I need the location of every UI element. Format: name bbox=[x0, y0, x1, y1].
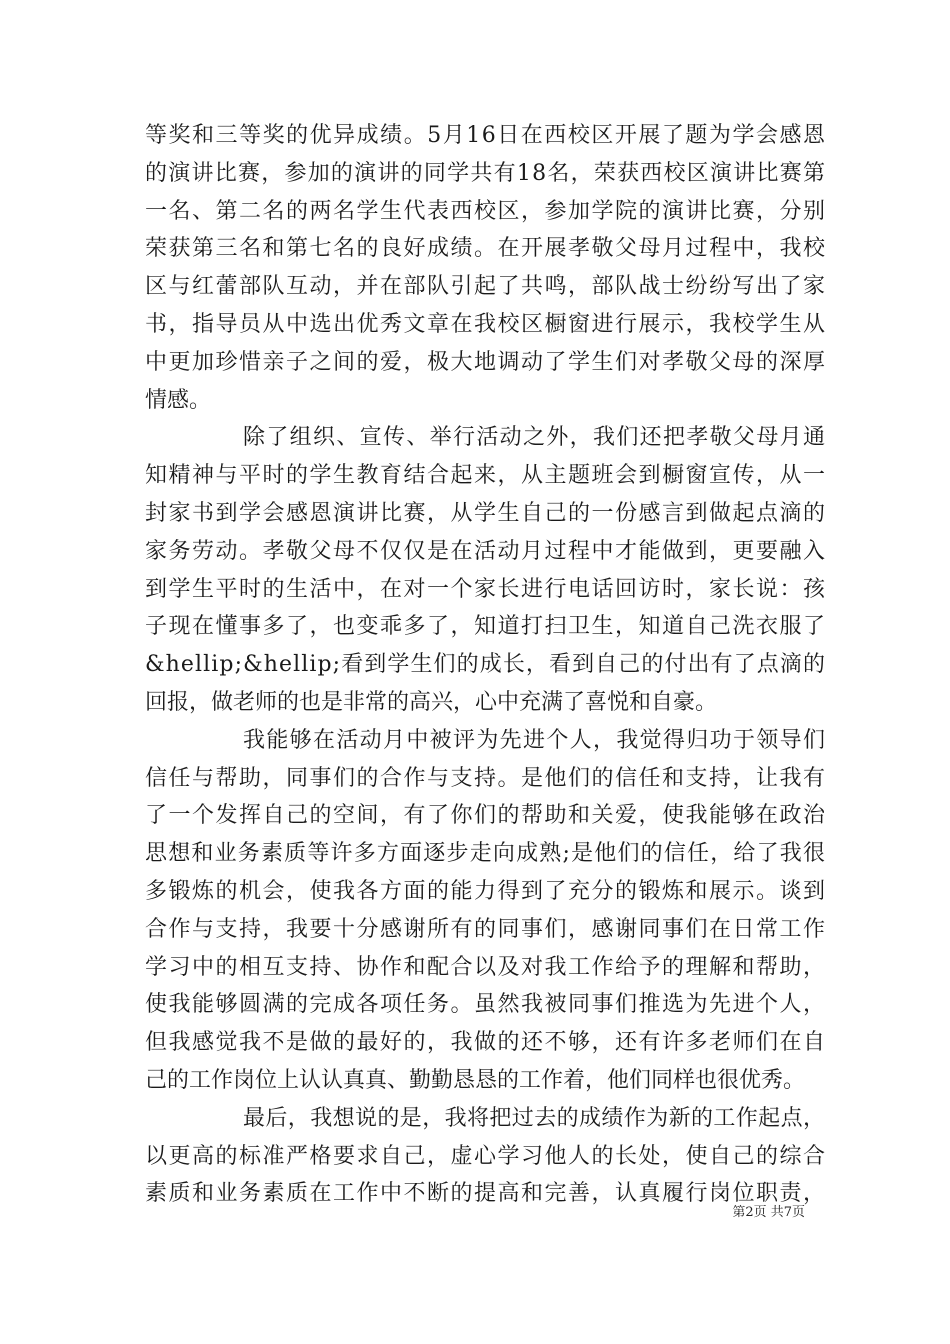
text-line: 除了组织、宣传、举行活动之外，我们还把孝敬父母月通 bbox=[243, 425, 827, 451]
text-line: 合作与支持，我要十分感谢所有的同事们，感谢同事们在日常工作 bbox=[145, 916, 827, 942]
text-line: 己的工作岗位上认认真真、勤勤恳恳的工作着，他们同样也很优秀。 bbox=[145, 1067, 806, 1093]
text-line: 情感。 bbox=[145, 387, 212, 413]
text-line: 素质和业务素质在工作中不断的提高和完善，认真履行岗位职责， bbox=[145, 1181, 827, 1207]
text-line: 知精神与平时的学生教育结合起来，从主题班会到橱窗宣传，从一 bbox=[145, 463, 827, 489]
text-line: 最后，我想说的是，我将把过去的成绩作为新的工作起点， bbox=[243, 1105, 826, 1131]
text-line: 中更加珍惜亲子之间的爱，极大地调动了学生们对孝敬父母的深厚 bbox=[145, 349, 827, 375]
text-line: 家务劳动。孝敬父母不仅仅是在活动月过程中才能做到，更要融入 bbox=[145, 538, 827, 564]
text-line: 使我能够圆满的完成各项任务。虽然我被同事们推选为先进个人， bbox=[145, 992, 827, 1018]
text-line: 子现在懂事多了，也变乖多了，知道打扫卫生，知道自己洗衣服了 bbox=[145, 614, 827, 640]
page-footer: 第2页 共7页 bbox=[732, 1205, 805, 1220]
text-line: 区与红蕾部队互动，并在部队引起了共鸣，部队战士纷纷写出了家 bbox=[145, 274, 827, 300]
text-line: 信任与帮助，同事们的合作与支持。是他们的信任和支持，让我有 bbox=[145, 765, 827, 791]
text-line: 思想和业务素质等许多方面逐步走向成熟;是他们的信任，给了我很 bbox=[145, 841, 827, 867]
text-line: 但我感觉我不是做的最好的，我做的还不够，还有许多老师们在自 bbox=[145, 1030, 827, 1056]
text-line: 等奖和三等奖的优异成绩。5月16日在西校区开展了题为学会感恩 bbox=[145, 123, 827, 148]
text-line: 了一个发挥自己的空间，有了你们的帮助和关爱，使我能够在政治 bbox=[145, 803, 827, 829]
text-line: 封家书到学会感恩演讲比赛，从学生自己的一份感言到做起点滴的 bbox=[145, 500, 827, 526]
text-line: 学习中的相互支持、协作和配合以及对我工作给予的理解和帮助， bbox=[145, 954, 827, 980]
text-line: 以更高的标准严格要求自己，虚心学习他人的长处，使自己的综合 bbox=[145, 1143, 827, 1169]
text-line: 到学生平时的生活中，在对一个家长进行电话回访时，家长说：孩 bbox=[145, 576, 827, 602]
text-line: 我能够在活动月中被评为先进个人，我觉得归功于领导们 bbox=[243, 727, 827, 753]
text-line: 回报，做老师的也是非常的高兴，心中充满了喜悦和自豪。 bbox=[145, 689, 718, 715]
text-line: 荣获第三名和第七名的良好成绩。在开展孝敬父母月过程中，我校 bbox=[145, 236, 827, 262]
document-body bbox=[145, 117, 825, 1213]
text-line: 的演讲比赛，参加的演讲的同学共有18名，荣获西校区演讲比赛第 bbox=[145, 160, 827, 186]
text-line: 一名、第二名的两名学生代表西校区，参加学院的演讲比赛，分别 bbox=[145, 198, 827, 224]
text-line: 多锻炼的机会，使我各方面的能力得到了充分的锻炼和展示。谈到 bbox=[145, 878, 827, 904]
text-line: 书，指导员从中选出优秀文章在我校区橱窗进行展示，我校学生从 bbox=[145, 311, 827, 337]
text-line: &hellip;&hellip;看到学生们的成长，看到自己的付出有了点滴的 bbox=[145, 652, 827, 678]
